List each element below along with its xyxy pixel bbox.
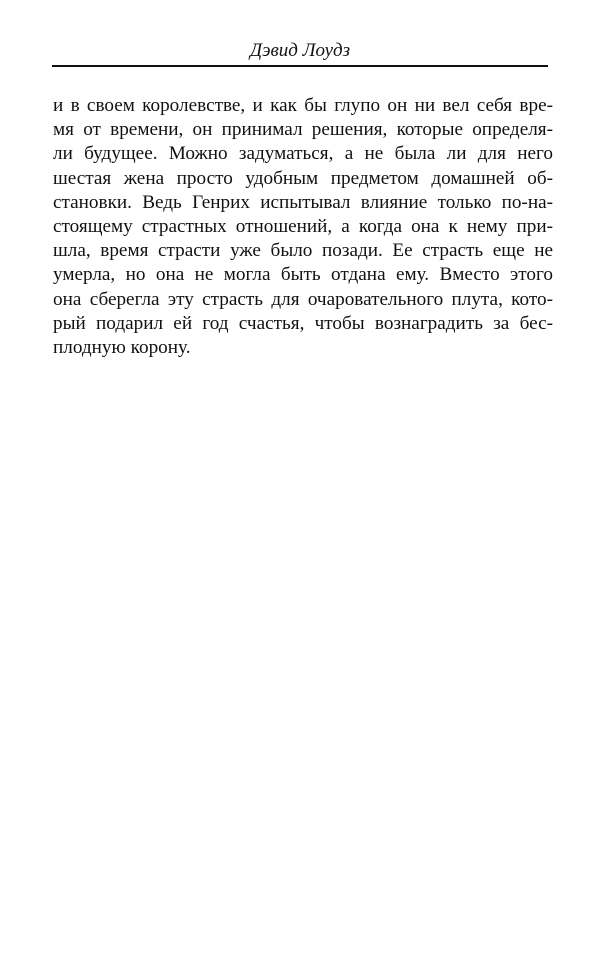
running-header-author: Дэвид Лоудз (250, 40, 350, 61)
text-line: мя от времени, он принимал решения, которые определя- (53, 119, 553, 141)
text-line: стоящему страстных отношений, а когда она к нему при- (53, 215, 553, 237)
text-line: умерла, но она не могла быть отдана ему. Вместо этого (53, 264, 553, 286)
text-line: шла, время страсти уже было позади. Ее страсть еще не (53, 240, 553, 262)
text-line: рый подарил ей год счастья, чтобы вознаградить за бес- (53, 312, 553, 334)
text-line: ли будущее. Можно задуматься, а не была ли для него (53, 143, 553, 165)
text-line: она сберегла эту страсть для очаровательного плута, кото- (53, 288, 553, 310)
text-line-last: плодную корону. (53, 336, 191, 358)
header-rule-divider (52, 65, 548, 67)
body-paragraph (53, 94, 553, 360)
text-line: шестая жена просто удобным предметом домашней об- (53, 167, 553, 189)
text-line: становки. Ведь Генрих испытывал влияние только по-на- (53, 191, 553, 213)
text-line: и в своем королевстве, и как бы глупо он ни вел себя вре- (53, 95, 553, 116)
